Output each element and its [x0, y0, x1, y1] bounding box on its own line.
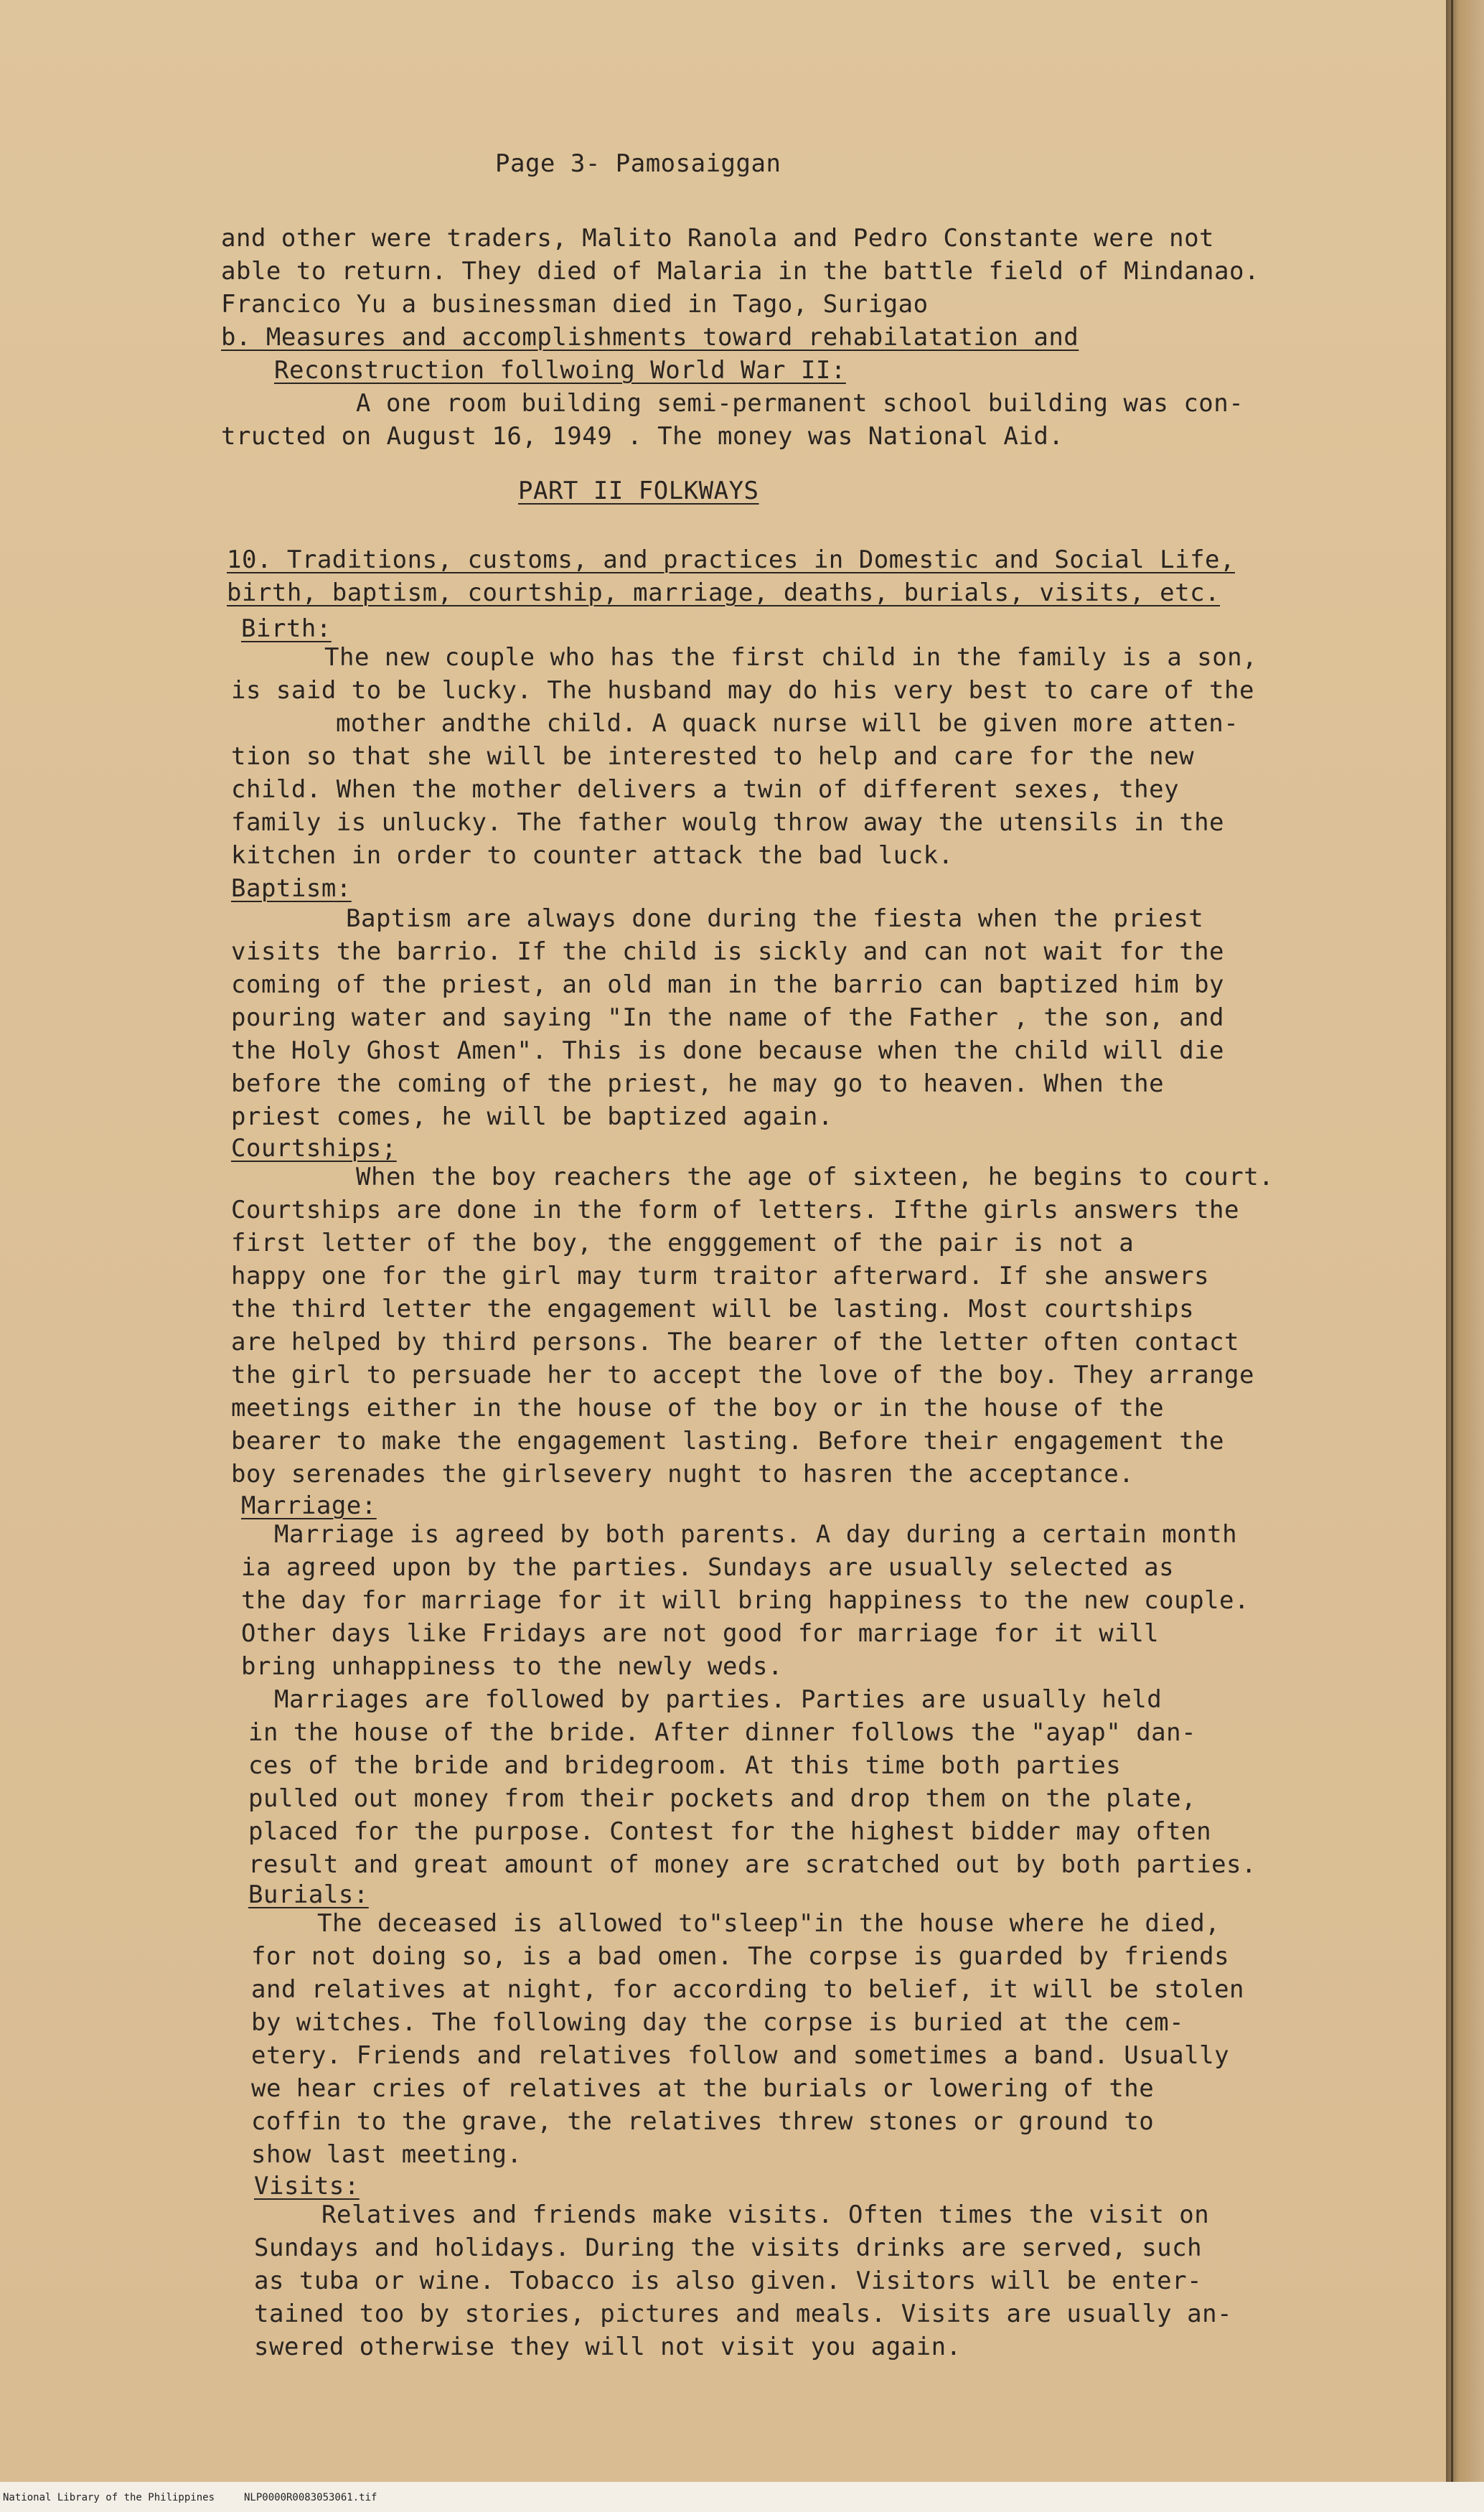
- burials-line: and relatives at night, for according to belief, it will be stolen: [251, 1975, 1245, 2004]
- burials-line: coffin to the grave, the relatives threw stones or ground to: [251, 2107, 1155, 2136]
- birth-line: mother andthe child. A quack nurse will be given more atten-: [336, 709, 1239, 738]
- courtships-line: first letter of the boy, the engggement of the pair is not a: [231, 1229, 1135, 1257]
- marriage-line: pulled out money from their pockets and drop them on the plate,: [248, 1784, 1197, 1813]
- marriage-line: Other days like Fridays are not good for marriage for it will: [241, 1619, 1160, 1648]
- burials-line: for not doing so, is a bad omen. The corpse is guarded by friends: [251, 1942, 1230, 1971]
- courtships-line: bearer to make the engagement lasting. Before their engagement the: [231, 1427, 1225, 1456]
- birth-line: is said to be lucky. The husband may do his very best to care of the: [231, 676, 1254, 705]
- visits-line: Relatives and friends make visits. Often times the visit on: [321, 2201, 1210, 2229]
- visits-line: Sundays and holidays. During the visits drinks are served, such: [254, 2234, 1203, 2262]
- footer-filename: NLP0000R0083053061.tif: [244, 2492, 377, 2503]
- courtships-line: meetings either in the house of the boy or in the house of the: [231, 1394, 1165, 1423]
- baptism-heading: Baptism:: [231, 874, 352, 903]
- marriage-line: ces of the bride and bridegroom. At this time both parties: [248, 1751, 1122, 1780]
- page-header: Page 3- Pamosaiggan: [495, 149, 781, 178]
- marriage-line: the day for marriage for it will bring happiness to the new couple.: [241, 1586, 1249, 1615]
- birth-line: The new couple who has the first child in the family is a son,: [324, 643, 1258, 672]
- intro-line: able to return. They died of Malaria in the battle field of Mindanao.: [221, 257, 1259, 286]
- section-heading: birth, baptism, courtship, marriage, deaths, burials, visits, etc.: [227, 578, 1221, 607]
- birth-line: child. When the mother delivers a twin of different sexes, they: [231, 775, 1180, 804]
- intro-line: tructed on August 16, 1949 . The money was National Aid.: [221, 422, 1064, 451]
- courtships-line: happy one for the girl may turm traitor afterward. If she answers: [231, 1262, 1210, 1290]
- section-heading: 10. Traditions, customs, and practices in Domestic and Social Life,: [227, 545, 1235, 574]
- birth-line: family is unlucky. The father woulg throw away the utensils in the: [231, 808, 1225, 837]
- baptism-line: before the coming of the priest, he may go to heaven. When the: [231, 1069, 1165, 1098]
- footer-library: National Library of the Philippines: [3, 2492, 215, 2503]
- marriage-line: in the house of the bride. After dinner follows the "ayap" dan-: [248, 1718, 1197, 1747]
- baptism-line: visits the barrio. If the child is sickly and can not wait for the: [231, 937, 1225, 966]
- courtships-line: When the boy reachers the age of sixteen, he begins to court.: [356, 1163, 1274, 1191]
- birth-line: tion so that she will be interested to help and care for the new: [231, 742, 1195, 771]
- scan-footer: [0, 2482, 1484, 2512]
- marriage-line: ia agreed upon by the parties. Sundays are usually selected as: [241, 1553, 1175, 1582]
- courtships-line: the girl to persuade her to accept the love of the boy. They arrange: [231, 1361, 1254, 1389]
- baptism-line: coming of the priest, an old man in the barrio can baptized him by: [231, 970, 1225, 999]
- burials-line: we hear cries of relatives at the burials or lowering of the: [251, 2074, 1155, 2103]
- courtships-heading: Courtships;: [231, 1134, 397, 1163]
- burials-heading: Burials:: [248, 1880, 369, 1909]
- baptism-line: the Holy Ghost Amen". This is done because when the child will die: [231, 1036, 1225, 1065]
- burials-line: by witches. The following day the corpse is buried at the cem-: [251, 2008, 1185, 2037]
- marriage-line: result and great amount of money are scratched out by both parties.: [248, 1850, 1257, 1879]
- visits-line: swered otherwise they will not visit you again.: [254, 2333, 962, 2361]
- subsection-heading: b. Measures and accomplishments toward rehabilatation and: [221, 323, 1079, 352]
- intro-line: and other were traders, Malito Ranola and Pedro Constante were not: [221, 224, 1215, 253]
- baptism-line: pouring water and saying "In the name of the Father , the son, and: [231, 1003, 1225, 1032]
- burials-line: etery. Friends and relatives follow and sometimes a band. Usually: [251, 2041, 1230, 2070]
- marriage-line: Marriage is agreed by both parents. A day during a certain month: [274, 1520, 1238, 1549]
- visits-heading: Visits:: [254, 2172, 360, 2201]
- burials-line: The deceased is allowed to"sleep"in the house where he died,: [317, 1909, 1221, 1938]
- baptism-line: priest comes, he will be baptized again.: [231, 1102, 833, 1131]
- visits-line: tained too by stories, pictures and meals. Visits are usually an-: [254, 2300, 1233, 2328]
- birth-heading: Birth:: [241, 614, 332, 643]
- courtships-line: are helped by third persons. The bearer of the letter often contact: [231, 1328, 1239, 1356]
- baptism-line: Baptism are always done during the fiesta when the priest: [346, 904, 1204, 933]
- visits-line: as tuba or wine. Tobacco is also given. Visitors will be enter-: [254, 2267, 1203, 2295]
- intro-line: Francico Yu a businessman died in Tago, Surigao: [221, 290, 929, 319]
- birth-line: kitchen in order to counter attack the bad luck.: [231, 841, 954, 870]
- part-title: PART II FOLKWAYS: [518, 477, 759, 505]
- burials-line: show last meeting.: [251, 2140, 522, 2169]
- marriage-line: placed for the purpose. Contest for the highest bidder may often: [248, 1817, 1212, 1846]
- courtships-line: boy serenades the girlsevery nught to hasren the acceptance.: [231, 1460, 1135, 1489]
- marriage-line: bring unhappiness to the newly weds.: [241, 1652, 783, 1681]
- subsection-heading: Reconstruction follwoing World War II:: [274, 356, 846, 385]
- courtships-line: Courtships are done in the form of letters. Ifthe girls answers the: [231, 1196, 1239, 1224]
- courtships-line: the third letter the engagement will be lasting. Most courtships: [231, 1295, 1195, 1323]
- intro-line: A one room building semi-permanent school building was con-: [356, 389, 1244, 418]
- page-binding-line: [1451, 0, 1453, 2482]
- marriage-heading: Marriage:: [241, 1491, 377, 1520]
- marriage-line: Marriages are followed by parties. Parties are usually held: [274, 1685, 1163, 1714]
